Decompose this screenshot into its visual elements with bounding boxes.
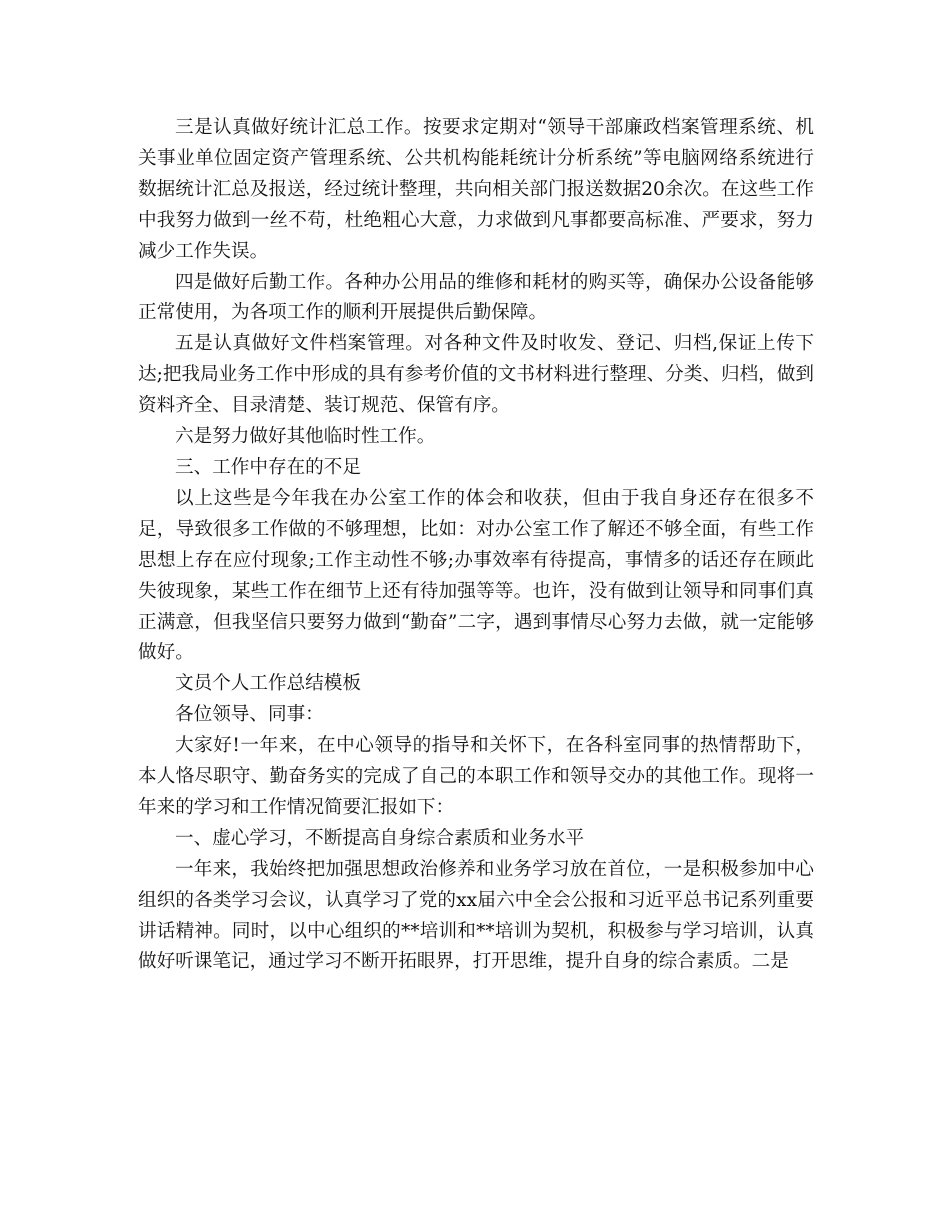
salutation: 各位领导、同事： — [175, 704, 324, 726]
paragraph-statistics-work: 三是认真做好统计汇总工作。按要求定期对“领导干部廉政档案管理系统、机关事业单位固定资产管理系统、公共机构能耗统计分析系统”等电脑网络系统进行数据统计汇总及报送，经过统计整理，共向相关部门报送数据20余次。在这些工作中我努力做到一丝不苟，杜绝粗心大意，力求做到凡事都要高标准、严要求，努力减少工作失误。 — [138, 117, 814, 262]
paragraph-logistics-work: 四是做好后勤工作。各种办公用品的维修和耗材的购买等，确保办公设备能够正常使用，为各项工作的顺利开展提供后勤保障。 — [138, 271, 814, 324]
section-heading-learning: 一、虚心学习，不断提高自身综合素质和业务水平 — [175, 827, 585, 849]
section-heading-shortcomings: 三、工作中存在的不足 — [175, 456, 361, 478]
paragraph-other-tasks: 六是努力做好其他临时性工作。 — [175, 426, 436, 448]
document-title: 文员个人工作总结模板 — [175, 673, 361, 695]
paragraph-learning: 一年来，我始终把加强思想政治修养和业务学习放在首位，一是积极参加中心组织的各类学习会议，认真学习了党的xx届六中全会公报和习近平总书记系列重要讲话精神。同时，以中心组织的**培训和**培训为契机，积极参与学习培训，认真做好听课笔记，通过学习不断开拓眼界，打开思维，提升自身的综合素质。二是 — [138, 858, 814, 973]
paragraph-archive-management: 五是认真做好文件档案管理。对各种文件及时收发、登记、归档,保证上传下达;把我局业务工作中形成的具有参考价值的文书材料进行整理、分类、归档，做到资料齐全、目录清楚、装订规范、保管有序。 — [138, 333, 814, 417]
document-page — [138, 113, 814, 978]
paragraph-greeting: 大家好!一年来，在中心领导的指导和关怀下，在各科室同事的热情帮助下，本人恪尽职守、勤奋务实的完成了自己的本职工作和领导交办的其他工作。现将一年来的学习和工作情况简要汇报如下： — [138, 735, 814, 818]
paragraph-shortcomings: 以上这些是今年我在办公室工作的体会和收获，但由于我自身还存在很多不足，导致很多工作做的不够理想，比如：对办公室工作了解还不够全面，有些工作思想上存在应付现象;工作主动性不够;办事效率有待提高，事情多的话还存在顾此失彼现象，某些工作在细节上还有待加强等等。也许，没有做到让领导和同事们真正满意，但我坚信只要努力做到“勤奋”二字，遇到事情尽心努力去做，就一定能够做好。 — [138, 487, 814, 664]
